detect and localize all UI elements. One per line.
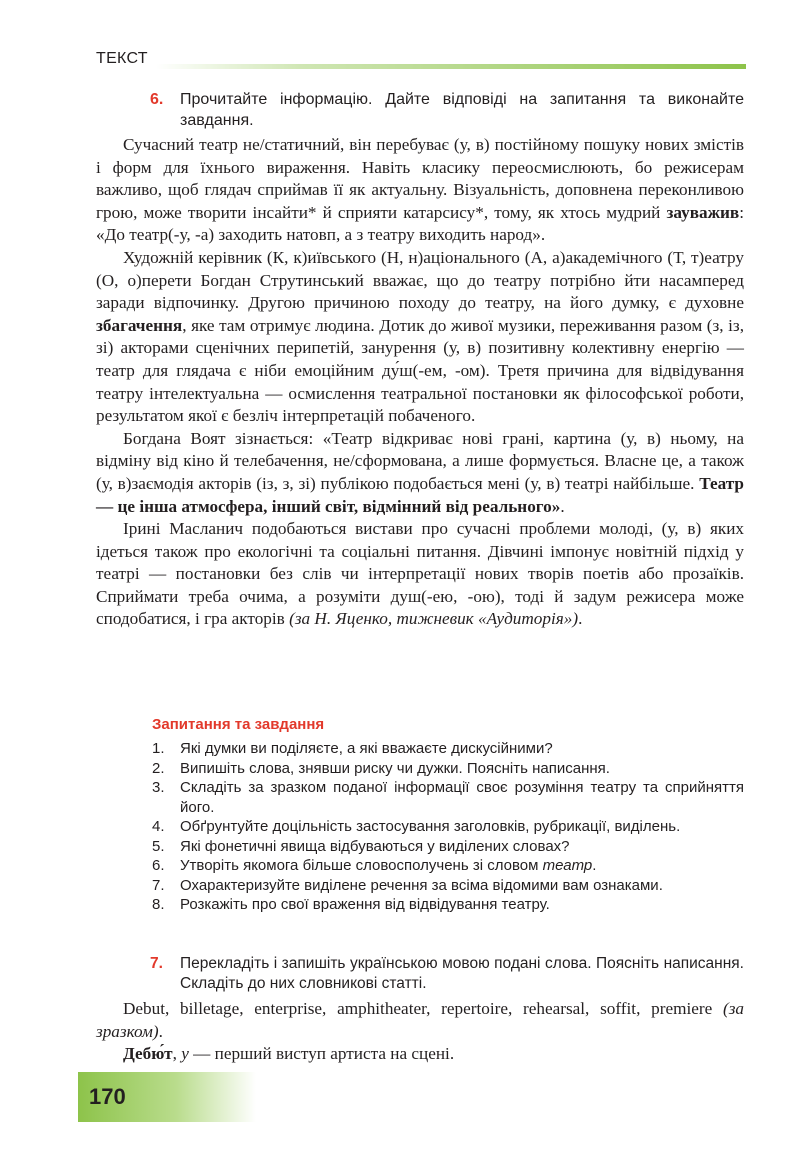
item-text: Охарактеризуйте виділене речення за всіма відомими вам ознаками.: [180, 876, 663, 894]
item-number: 6.: [152, 857, 165, 874]
article-paragraph: [96, 134, 744, 247]
task-number: 7.: [150, 955, 163, 972]
text-run: .: [158, 1021, 163, 1041]
header-rule: [156, 64, 746, 69]
item-number: 5.: [152, 837, 165, 855]
item-text-tail: .: [592, 857, 597, 874]
example-note: (за зразком): [96, 999, 744, 1041]
item-text: Які думки ви поділяєте, а які вважаєте дискусійними?: [180, 740, 553, 757]
text-run: : «До театр(-у, -а) заходить натовп, а з театру виходить народ».: [96, 202, 744, 245]
item-number: 2.: [152, 759, 165, 777]
article-paragraph: [96, 518, 744, 631]
item-number: 1.: [152, 740, 165, 757]
item-number: 4.: [152, 818, 165, 835]
source-citation: (за Н. Яценко, тижневик «Аудиторія»): [289, 609, 579, 629]
list-item: [152, 739, 744, 759]
page-number: 170: [89, 1084, 126, 1109]
item-text: Утворіть якомога більше словосполучень зі словом: [180, 857, 543, 874]
highlighted-word: збагачення: [96, 315, 183, 335]
words-block: [96, 998, 744, 1066]
list-item: [152, 759, 744, 779]
item-text: Складіть за зразком поданої інформації своє розуміння театру та сприйняття його.: [180, 779, 744, 816]
text-run: Богдана Воят зізнається: «Театр відкриває нові грані, картина (у, в) ньому, на відміну від кіно й телебачення, не/сформована, а лише формується. Власне це, а також (у, в)заємодія акторів (із, з, зі) публікою подобається мені (у, в) театрі найбільше.: [96, 428, 744, 493]
item-text: Які фонетичні явища відбуваються у виділених словах?: [180, 837, 570, 855]
article-paragraph: [96, 247, 744, 428]
grammar-ending: у: [181, 1044, 189, 1064]
article-paragraph: [96, 428, 744, 518]
questions-title: Запитання та завдання: [152, 716, 325, 733]
item-emphasis: театр: [542, 857, 593, 874]
text-run: , яке там отримує людина. Дотик до живої музики, переживання разом (з, із, зі) акторами сценічних перипетій, занурення (у, в) позитивну колективну енергію — театр для глядача є ніби емоційним ду́ш(-ем, -ом). Третя причина для відвідування театру інтелектуальна — осмислення театральної постановки як філософської роботи, результатом якої є безліч інтерпретацій побаченого.: [96, 315, 744, 426]
text-run: .: [560, 496, 565, 516]
text-run: Сучасний театр не/статичний, він перебуває (у, в) постійному пошуку нових змістів і форм для їхнього вираження. Навіть класику переосмислюють, бо режисерам важливо, щоб глядач сприймав її як актуальну. Візуальність, доповнена переконливою грою, може творити інсайти* й сприяти катарсису*, тому, як хтось мудрий: [96, 135, 744, 222]
text-run: Художній керівник (К, к)иївського (Н, н)аціонального (А, а)академічного (Т, т)еатру (О, о)перети Богдан Струтинський вважає, що до театру потрібно йти насамперед заради відпочинку. Другою причиною походу до театру, на його думку, є духовне: [96, 247, 744, 313]
word-list: Debut, billetage, enterprise, amphitheater, repertoire, rehearsal, soffit, premiere: [123, 999, 723, 1018]
list-item: [152, 876, 744, 896]
list-item: [152, 817, 744, 837]
task-instruction: Перекладіть і запишіть українською мовою подані слова. Поясніть написання. Складіть до них словникові статті.: [180, 955, 744, 992]
list-item: [152, 856, 744, 876]
list-item: [152, 778, 744, 817]
task-6: [152, 89, 744, 131]
headword: Дебю́т: [123, 1044, 173, 1064]
highlighted-word: зауважив: [666, 202, 740, 222]
article-text: [96, 134, 744, 631]
task-number: 6.: [150, 91, 164, 108]
words-paragraph: [96, 998, 744, 1043]
section-label: ТЕКСТ: [96, 50, 148, 67]
item-number: 3.: [152, 779, 165, 796]
item-text: Обґрунтуйте доцільність застосування заголовків, рубрикації, виділень.: [180, 818, 681, 835]
list-item: [152, 895, 744, 915]
definition: — перший виступ артиста на сцені.: [188, 1044, 455, 1064]
dictionary-example: [96, 1043, 744, 1066]
item-number: 8.: [152, 896, 165, 913]
list-item: [152, 837, 744, 857]
highlighted-sentence: Театр — це інша атмосфера, інший світ, відмінний від реального»: [96, 473, 744, 516]
text-run: Ірині Масланич подобаються вистави про сучасні проблеми молоді, (у, в) яких ідеться також про екологічні та соціальні питання. Дівчині імпонує новітній підхід у театрі — постановки без слів чи інтерпретації нових творів поетів або прозаїків. Сприймати треба очима, а розуміти душ(-ею, -ою), тоді й задум режисера може сподобатися, і гра акторів: [96, 519, 744, 629]
item-text: Випишіть слова, знявши риску чи дужки. Поясніть написання.: [180, 759, 610, 777]
item-text: Розкажіть про свої враження від відвідування театру.: [180, 896, 550, 913]
task-instruction: Прочитайте інформацію. Дайте відповіді на запитання та виконайте завдання.: [180, 91, 744, 129]
questions-list: [152, 739, 744, 915]
page-header: [96, 50, 746, 72]
text-run: ,: [172, 1044, 182, 1064]
task-7: [152, 954, 744, 994]
text-run: .: [578, 609, 583, 629]
item-number: 7.: [152, 876, 165, 894]
